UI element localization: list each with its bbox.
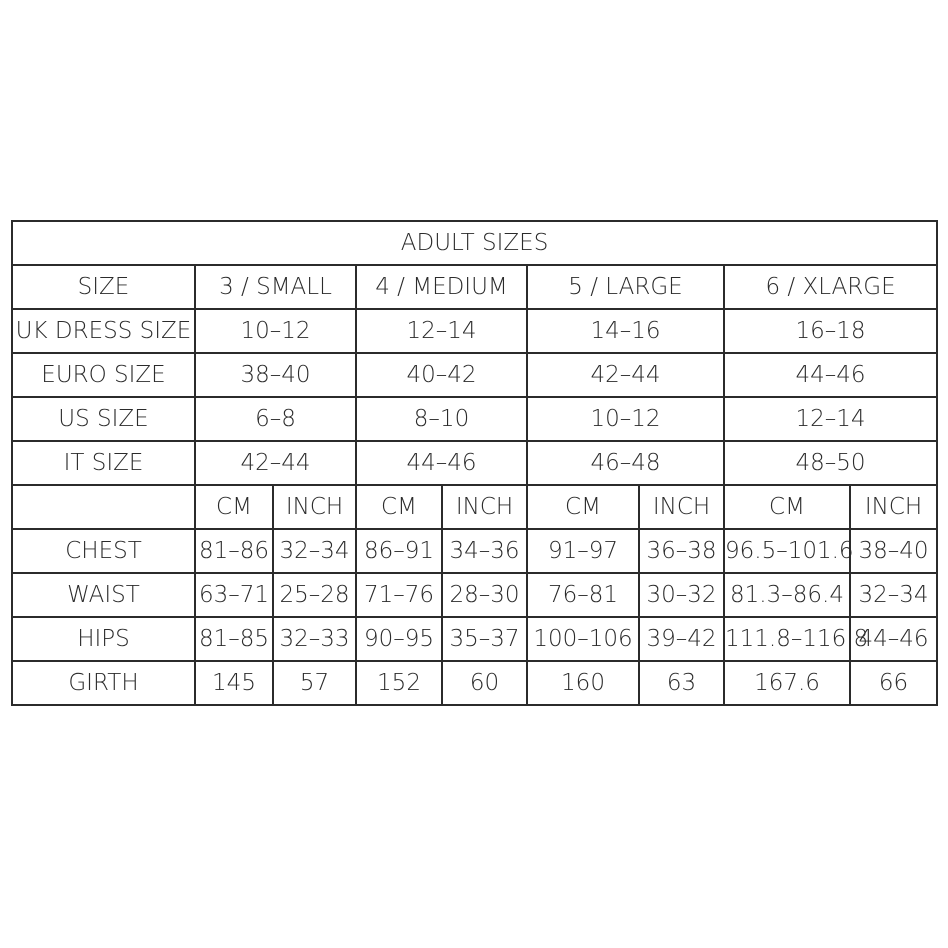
euro-size-row (12, 353, 937, 397)
row-label-chest: CHEST (12, 529, 195, 573)
table-cell: 86–91 (356, 529, 442, 573)
table-cell: 14–16 (527, 309, 724, 353)
table-cell: 32–34 (273, 529, 356, 573)
size-header-medium: 4 / MEDIUM (356, 265, 527, 309)
table-cell: 42–44 (527, 353, 724, 397)
table-cell: 66 (850, 661, 937, 705)
title-row (12, 221, 937, 265)
table-cell: 38–40 (195, 353, 356, 397)
table-cell: 25–28 (273, 573, 356, 617)
table-cell: 100–106 (527, 617, 639, 661)
table-cell: 111.8–116.8 (724, 617, 850, 661)
unit-header-inch: INCH (850, 485, 937, 529)
table-cell: 160 (527, 661, 639, 705)
table-cell: 28–30 (442, 573, 527, 617)
table-cell: 91–97 (527, 529, 639, 573)
table-cell: 40–42 (356, 353, 527, 397)
table-cell: 10–12 (527, 397, 724, 441)
table-cell: 63 (639, 661, 724, 705)
row-label-girth: GIRTH (12, 661, 195, 705)
table-cell: 6–8 (195, 397, 356, 441)
table-cell: 16–18 (724, 309, 937, 353)
table-cell: 81.3–86.4 (724, 573, 850, 617)
row-label-uk-dress-size: UK DRESS SIZE (12, 309, 195, 353)
unit-header-inch: INCH (273, 485, 356, 529)
table-cell: 63–71 (195, 573, 273, 617)
unit-header-inch: INCH (639, 485, 724, 529)
table-cell: 32–33 (273, 617, 356, 661)
row-label-hips: HIPS (12, 617, 195, 661)
table-cell: 60 (442, 661, 527, 705)
table-cell: 12–14 (356, 309, 527, 353)
table-cell: 36–38 (639, 529, 724, 573)
row-label-size: SIZE (12, 265, 195, 309)
it-size-row (12, 441, 937, 485)
table-cell: 38–40 (850, 529, 937, 573)
hips-row (12, 617, 937, 661)
table-cell: 44–46 (850, 617, 937, 661)
table-cell: 57 (273, 661, 356, 705)
unit-row (12, 485, 937, 529)
uk-dress-size-row (12, 309, 937, 353)
table-cell: 81–85 (195, 617, 273, 661)
table-cell: 35–37 (442, 617, 527, 661)
row-label-it-size: IT SIZE (12, 441, 195, 485)
table-cell: 152 (356, 661, 442, 705)
chest-row (12, 529, 937, 573)
size-header-large: 5 / LARGE (527, 265, 724, 309)
size-chart-table (11, 220, 938, 706)
size-header-xlarge: 6 / XLARGE (724, 265, 937, 309)
table-cell: 39–42 (639, 617, 724, 661)
table-cell: 71–76 (356, 573, 442, 617)
table-cell: 167.6 (724, 661, 850, 705)
table-cell: 32–34 (850, 573, 937, 617)
table-cell: 76–81 (527, 573, 639, 617)
table-cell: 46–48 (527, 441, 724, 485)
table-cell: 44–46 (356, 441, 527, 485)
table-cell: 42–44 (195, 441, 356, 485)
table-cell: 10–12 (195, 309, 356, 353)
unit-header-cm: CM (356, 485, 442, 529)
row-label-empty (12, 485, 195, 529)
table-cell: 30–32 (639, 573, 724, 617)
table-cell: 48–50 (724, 441, 937, 485)
chart-title: ADULT SIZES (12, 221, 937, 265)
table-cell: 44–46 (724, 353, 937, 397)
table-cell: 96.5–101.6 (724, 529, 850, 573)
size-header-small: 3 / SMALL (195, 265, 356, 309)
table-cell: 145 (195, 661, 273, 705)
row-label-euro-size: EURO SIZE (12, 353, 195, 397)
table-cell: 8–10 (356, 397, 527, 441)
unit-header-inch: INCH (442, 485, 527, 529)
girth-row (12, 661, 937, 705)
table-cell: 34–36 (442, 529, 527, 573)
table-cell: 12–14 (724, 397, 937, 441)
waist-row (12, 573, 937, 617)
unit-header-cm: CM (195, 485, 273, 529)
us-size-row (12, 397, 937, 441)
row-label-us-size: US SIZE (12, 397, 195, 441)
row-label-waist: WAIST (12, 573, 195, 617)
unit-header-cm: CM (527, 485, 639, 529)
size-row (12, 265, 937, 309)
unit-header-cm: CM (724, 485, 850, 529)
table-cell: 81–86 (195, 529, 273, 573)
table-cell: 90–95 (356, 617, 442, 661)
